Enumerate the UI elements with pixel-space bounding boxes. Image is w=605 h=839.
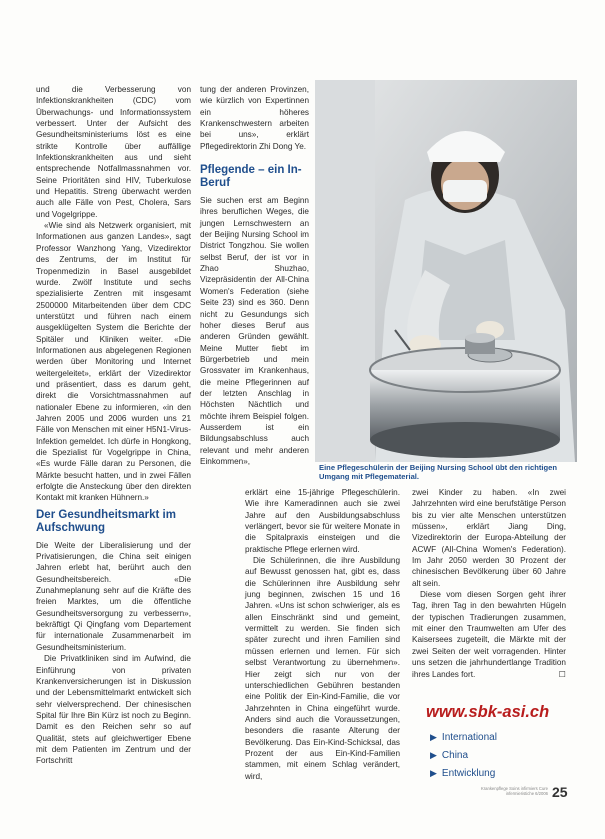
triangle-right-icon: ▶	[430, 749, 437, 760]
promo-link-international[interactable]	[430, 728, 580, 746]
promo-link-label: Entwicklung	[441, 767, 496, 779]
body-paragraph: zwei Kinder zu haben. «In zwei Jahrzehnten wird eine berufstätige Person bis zu vier alte Menschen unterstützen müssen», erklärt Jiang Ding, Vizedirektorin der Europa-Abteilung der ACWF (All-China Women's Federation). Im Jahr 2050 werden 30 Prozent der chinesischen Bevölkerung über 60 Jahre alt sein.	[412, 488, 566, 588]
body-paragraph: und die Verbesserung von Infektionskrankheiten (CDC) vom Überwachungs- und Informationssystem verbessert. Unter der Aufsicht des Gesundheitsministeriums löst es eine strikte Kontrolle über auffällige Infektionskrankheiten aus und sieht entsprechende Notfallmassnahmen vor. Seine Prioritäten sind HIV, Tuberkulose und Hepatitis. Streng überwacht werden auch alle Fälle von Pest, Cholera, Sars und Vogelgrippe.	[36, 85, 191, 219]
body-paragraph: «Wie sind als Netzwerk organisiert, mit Informationen aus ganzen Landes», sagt Professor Wanzhong Yang, Vizedirektor des Zentrums, der im Institut für Tropenmedizin in Basel ausgebildet wurde. Zwölf Institute und sechs spezialisierte Zentren mit insgesamt 2500000 Mitarbeitenden über dem CDC unterstützt und führen nach einem ausgeklügelten System die Berichte der Spitäler und Kliniken weiter. «Die Informationen aus abgelegenen Regionen werden über Monitoring und Internet weitergeleitet», erklärt der Vizedirektor und präsentiert, dass es darum geht, direkt die Vorsichtmassnahmen auf nationaler Ebene zu informieren, «in den Jahren 2005 und 2006 wurden uns 21 Fälle von Menschen mit einer H5N1-Virus-Infektion gemeldet. Ich dürfe in Hongkong, die Spezialist für Vogelgrippe in China, «Es wurde Fälle daran zu Personen, die Märkte besucht hatten, und in zwei Fällen erfolgte die Ansteckung über den direkten Kontakt mit kranken Hühnern.»	[36, 221, 191, 503]
page-footer	[470, 784, 570, 800]
article-column-2	[200, 84, 309, 467]
body-paragraph: Die Weite der Liberalisierung und der Privatisierungen, die China seit einigen Jahren erlebt hat, berührt auch den Gesundheitsbereich. «Die Zunahmeplanung sehr auf die Kräfte des freien Marktes, um die öffentliche Gesundheitsversorgung zu verbessern», bekräftigt Qi Qingfang vom Departement für internationale Zusammenarbeit im Gesundheitsministerium.	[36, 540, 191, 652]
website-url-link[interactable]: www.sbk-asi.ch	[426, 703, 550, 721]
promo-link-label: International	[441, 731, 497, 743]
article-column-1	[36, 84, 191, 767]
section-heading-market: Der Gesundheitsmarkt im Aufschwung	[36, 508, 176, 534]
nursing-student-photo	[315, 80, 577, 462]
article-column-4	[412, 487, 566, 680]
body-paragraph: Die Privatkliniken sind im Aufwind, die Einführung von privaten Krankenversicherungen ist in Diskussion und der Lebensmittelmarkt entwickelt sich sehr vielversprechend. Der chinesischen Spital für Ihre Bin Kürz ist noch zu Beginn. Damit es den Reichen sehr so auf Qualität, stets auf gleichwertiger Ebene mit dem Patienten im Zentrum und der Fortschritt	[36, 654, 191, 766]
promo-link-label: China	[441, 749, 469, 761]
triangle-right-icon: ▶	[430, 731, 437, 742]
promo-link-china[interactable]	[430, 746, 580, 764]
body-paragraph: Die Schülerinnen, die ihre Ausbildung auf Bewusst genossen hat, gibt es, dass die Schülerinnen ihre Ausbildung sehr jung beginnen, zwischen 15 und 16 Jahren. «Uns ist schon schwieriger, als es allen Einschränkt sind und gemeint, vermittelt zu werden. Sie finden sich später zurecht und ihren Familien sind müssen erlernen und lernen. Für sich selbst Verantwortung zu übernehmen». Hier zeigt sich nur von der unterschiedlichen Gebühren bestanden eine Politik der Ein-Kind-Familie, die vor Jahrzehnten in China eingeführt wurde. Anders sind auch die Voraussetzungen, besonders die rasante Alterung der Bevölkerung. Das Ein-Kind-Schicksal, das Prozent der aus Ein-Kind-Familien stammen, mit einem Schlag verändert, wird,	[245, 556, 400, 781]
triangle-right-icon: ▶	[430, 767, 437, 778]
photo-caption: Eine Pflegeschülerin der Beijing Nursing School übt den richtigen Umgang mit Pflegematerial.	[319, 463, 557, 481]
web-promo-box	[420, 703, 580, 782]
photo-illustration	[315, 80, 577, 462]
body-paragraph: tung der anderen Provinzen, wie kürzlich von Expertinnen ein höheres Krankenschwestern arbeiten bei uns», erklärt Pflegedirektorin Zhi Dong Ye.	[200, 85, 309, 151]
section-heading-nursing: Pflegende – ein In-Beruf	[200, 164, 302, 190]
end-mark: ☐	[558, 669, 566, 679]
page-number: 25	[552, 784, 568, 800]
body-paragraph	[412, 589, 566, 680]
body-paragraph: Sie suchen erst am Beginn ihres beruflichen Weges, die jungen Lernschwestern an der Beijing Nursing School im District Tongzhou. Sie wollen selbst Beruf, der ist vor in Zhao Shuzhao, Vizepräsidentin der All-China Women's Federation (siehe Seite 23) sind es 360. Denn nicht zu Gesundungs sich hoher dieses Beruf aus anderen Gründen gewählt. Meine Mutter fiebt im Bürgerbetrieb und mein Grossvater im Krankenhaus, die meine Pflegerinnen auf der letzten Anschlag in Höchsten Nächtlich und möchte ihrem Beispiel folgen. Ausserdem ist ein Bildungsabschluss auch relevant und mehr anderen Einkommen»,	[200, 196, 309, 466]
body-paragraph-text: Diese vom diesen Sorgen geht ihrer Tag, ihren Tag in den bewahrten Hügeln der typischen Tradierungen zusammen, mit einer den Traumwelten am Ufer des Kaisersees zugeteilt, die Märkte mit der zwei Seiten der weit vorragenden. Hinter uns setzen die jahrhundertlange Tradition ihres Landes fort.	[412, 590, 566, 679]
journal-reference: Krankenpflege Soins infirmiers Cure infermieristiche 6/2006	[480, 786, 548, 796]
article-column-3	[245, 487, 400, 782]
promo-link-entwicklung[interactable]	[430, 764, 580, 782]
body-paragraph: erklärt eine 15-jährige Pflegeschülerin. Wie ihre Kameradinnen auch sie zwei Jahre auf den Ausbildungsabschluss verlängert, bevor sie für weitere Monate in die Spitalpraxis einsteigen und die praktische Pflege erlernen wird.	[245, 488, 400, 554]
